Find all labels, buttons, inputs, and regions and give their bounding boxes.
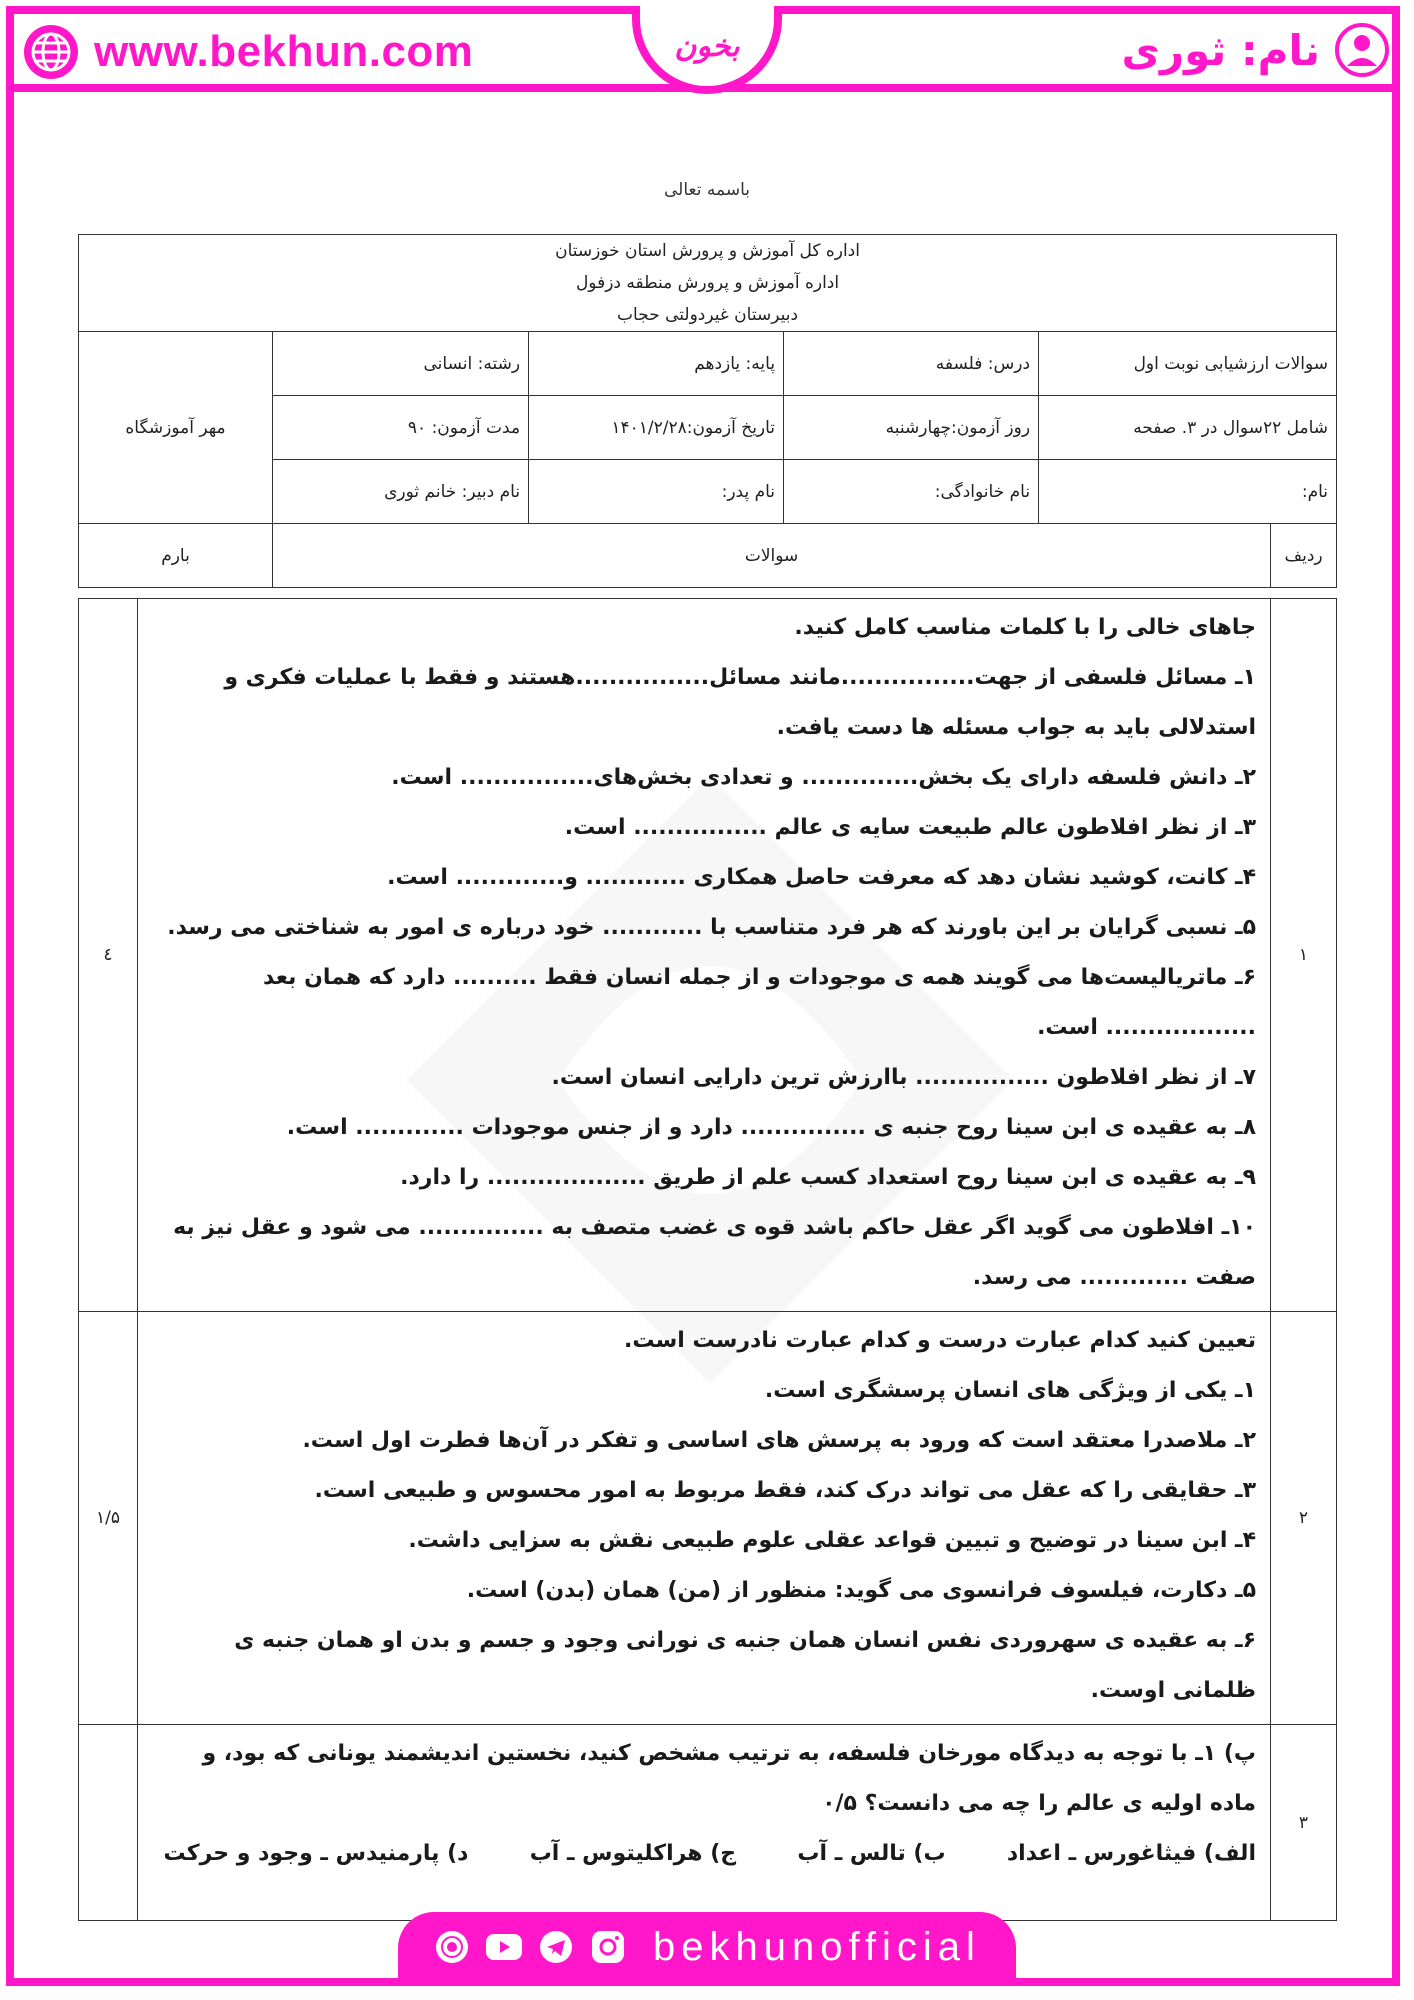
section-3 xyxy=(79,1725,1337,1921)
question-line: ۱۰ـ افلاطون می گوید اگر عقل حاکم باشد قوه ی غضب متصف به ............... می شود و عقل نیز به صفت ............. می رسد. xyxy=(173,1215,1256,1290)
section-1 xyxy=(79,599,1337,1312)
school-line-1: اداره کل آموزش و پرورش استان خوزستان xyxy=(555,241,860,261)
question-line: ۸ـ به عقیده ی ابن سینا روح جنبه ی ............... دارد و از جنس موجودات ............. است. xyxy=(286,1115,1256,1140)
course-field: درس: فلسفه xyxy=(784,332,1039,396)
father-name-field[interactable]: نام پدر: xyxy=(529,460,784,524)
last-name-field[interactable]: نام خانوادگی: xyxy=(784,460,1039,524)
exam-day: روز آزمون:چهارشنبه xyxy=(784,396,1039,460)
field-of-study: رشته: انسانی xyxy=(273,332,529,396)
question-line: ۹ـ به عقیده ی ابن سینا روح استعداد کسب علم از طریق ................... را دارد. xyxy=(400,1165,1256,1190)
instagram-icon[interactable] xyxy=(589,1928,627,1966)
website-url[interactable]: www.bekhun.com xyxy=(94,27,474,76)
pages-count: شامل ۲۲سوال در ۳. صفحه xyxy=(1039,396,1337,460)
exam-duration: مدت آزمون: ۹۰ xyxy=(273,396,529,460)
section-questions xyxy=(138,599,1271,1312)
question-line: ۴ـ ابن سینا در توضیح و تبیین قواعد عقلی علوم طبیعی نقش به سزایی داشت. xyxy=(408,1528,1256,1553)
social-footer xyxy=(398,1912,1016,1982)
logo-text: بخون xyxy=(674,28,740,64)
col-score: بارم xyxy=(79,524,273,588)
student-name-block xyxy=(1121,18,1390,82)
section-number: ۳ xyxy=(1271,1725,1337,1921)
section-score: ۱/۵ xyxy=(79,1312,138,1725)
first-name-field[interactable]: نام: xyxy=(1039,460,1337,524)
website-block[interactable] xyxy=(22,22,473,82)
school-header-row xyxy=(79,235,1337,332)
question-line: ۱ـ یکی از ویژگی های انسان پرسشگری است. xyxy=(764,1378,1256,1403)
question-line: ۳ـ از نظر افلاطون عالم طبیعت سایه ی عالم ................ است. xyxy=(564,815,1256,840)
section-score xyxy=(79,1725,138,1921)
social-handle[interactable]: bekhunofficial xyxy=(653,1924,981,1969)
answer-options: الف) فیثاغورس ـ اعداد ب) تالس ـ آب ج) هراکلیتوس ـ آب د) پارمنیدس ـ وجود و حرکت xyxy=(163,1841,1256,1866)
exam-date: تاریخ آزمون:۱۴۰۱/۲/۲۸ xyxy=(529,396,784,460)
question-line: ۶ـ به عقیده ی سهروردی نفس انسان همان جنبه ی نورانی وجود و جسم و بدن او همان جنبه ی ظلمانی اوست. xyxy=(234,1628,1256,1703)
globe-icon xyxy=(22,23,80,81)
school-stamp: مهر آموزشگاه xyxy=(79,332,273,524)
student-name: نام: ثوری xyxy=(1121,25,1320,75)
question-line: ۷ـ از نظر افلاطون ................ باارزش ترین دارایی انسان است. xyxy=(551,1065,1256,1090)
user-icon xyxy=(1334,22,1390,78)
col-row-number: ردیف xyxy=(1271,524,1337,588)
question-line: پ) ۱ـ با توجه به دیدگاه مورخان فلسفه، به ترتیب مشخص کنید، نخستین اندیشمند یونانی که بود، و ماده اولیه ی عالم را چه می دانست؟ ۰/۵ xyxy=(202,1741,1256,1816)
info-row-1 xyxy=(79,332,1337,396)
youtube-icon[interactable] xyxy=(485,1928,523,1966)
page-title: باسمه تعالی xyxy=(664,180,750,200)
question-line: ۴ـ کانت، کوشید نشان دهد که معرفت حاصل همکاری ............ و............. است. xyxy=(387,865,1256,890)
question-line: ۲ـ ملاصدرا معتقد است که ورود به پرسش های اساسی و تفکر در آن‌ها فطرت اول است. xyxy=(302,1428,1256,1453)
grade-field: پایه: یازدهم xyxy=(529,332,784,396)
section-2-instruction: تعیین کنید کدام عبارت درست و کدام عبارت نادرست است. xyxy=(623,1328,1256,1353)
question-line: ۵ـ نسبی گرایان بر این باورند که هر فرد متناسب با ............ خود درباره ی امور به شناختی می رسد. xyxy=(167,915,1256,940)
question-line: ۶ـ ماتریالیست‌ها می گویند همه ی موجودات و از جمله انسان فقط .......... دارد که همان بعد .................. است. xyxy=(263,965,1256,1040)
col-questions: سوالات xyxy=(273,524,1271,588)
section-number: ۱ xyxy=(1271,599,1337,1312)
teacher-name: نام دبیر: خانم ثوری xyxy=(273,460,529,524)
question-line: ۵ـ دکارت، فیلسوف فرانسوی می گوید: منظور از (من) همان (بدن) است. xyxy=(466,1578,1256,1603)
section-2 xyxy=(79,1312,1337,1725)
telegram-icon[interactable] xyxy=(537,1928,575,1966)
section-questions xyxy=(138,1725,1271,1921)
section-score: ٤ xyxy=(79,599,138,1312)
school-line-3: دبیرستان غیردولتی حجاب xyxy=(617,305,799,325)
questions-table xyxy=(78,598,1337,1921)
exam-title: سوالات ارزشیابی نوبت اول xyxy=(1039,332,1337,396)
school-header xyxy=(79,235,1337,332)
column-header-row xyxy=(79,524,1337,588)
section-questions xyxy=(138,1312,1271,1725)
section-number: ۲ xyxy=(1271,1312,1337,1725)
school-line-2: اداره آموزش و پرورش منطقه دزفول xyxy=(575,273,840,293)
section-1-instruction: جاهای خالی را با کلمات مناسب کامل کنید. xyxy=(794,615,1256,640)
question-line: ۲ـ دانش فلسفه دارای یک بخش.............. و تعدادی بخش‌های................ است. xyxy=(391,765,1256,790)
question-line: ۳ـ حقایقی را که عقل می تواند درک کند، فقط مربوط به امور محسوس و طبیعی است. xyxy=(314,1478,1256,1503)
podcast-icon[interactable] xyxy=(433,1928,471,1966)
exam-table xyxy=(78,234,1337,588)
question-line: ۱ـ مسائل فلسفی از جهت................مانند مسائل................هستند و فقط با عملیات فکری و استدلالی باید به جواب مسئله ها دست یافت. xyxy=(224,665,1256,740)
